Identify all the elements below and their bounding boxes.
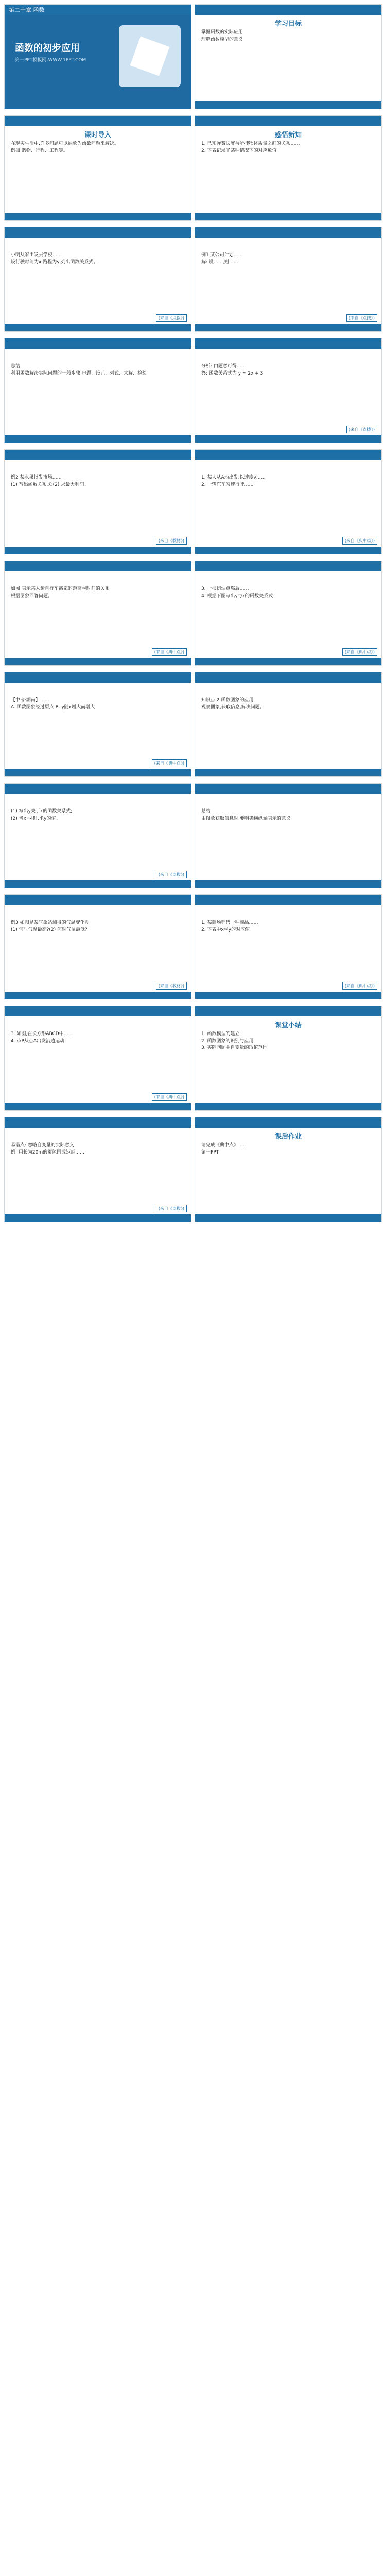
slide-line: 理解函数模型的意义: [201, 37, 243, 42]
slide-title: 课堂小结: [274, 1022, 302, 1029]
slide-3: [195, 115, 382, 221]
slide-line: (1) 写出函数关系式;(2) 求最大利润。: [11, 482, 89, 487]
slide-body: [11, 141, 185, 210]
slide-line: 2. 函数图象的识别与应用: [201, 1038, 254, 1044]
slide-bottombar: [195, 435, 381, 443]
slide-line: 根据图象回答问题。: [11, 593, 53, 599]
slide-title: 感悟新知: [274, 131, 302, 139]
source-note: (来自《点拨》): [156, 1205, 187, 1212]
slide-6: [4, 338, 191, 443]
slide-topbar: [195, 784, 381, 794]
slide-body: [11, 920, 185, 989]
slide-13: [195, 672, 382, 777]
cover-topbar: [5, 5, 191, 15]
slide-line: 分析: 由题意可得……: [201, 364, 246, 369]
slide-title: 课时导入: [84, 131, 111, 139]
slide-bottombar: [5, 769, 191, 776]
slide-4: [4, 227, 191, 332]
source-note: (来自《典中点》): [342, 648, 377, 656]
slide-line: 利用函数解决实际问题的一般步骤:审题、设元、列式、求解、检验。: [11, 370, 152, 376]
slide-9: [195, 449, 382, 554]
slide-line: 知识点 2 函数图象的应用: [201, 698, 254, 703]
cover-subtitle: 第一PPT模板网-WWW.1PPT.COM: [15, 58, 86, 63]
slide-line: 答: 函数关系式为 y = 2x + 3: [201, 370, 264, 376]
slide-bottombar: [5, 658, 191, 665]
slide-bottombar: [5, 992, 191, 999]
slide-line: 掌握函数的实际应用: [201, 30, 243, 35]
slide-topbar: [195, 450, 381, 460]
slide-body: [11, 586, 185, 655]
slide-line: 例1 某公司计划……: [201, 252, 243, 258]
slide-topbar: [5, 784, 191, 794]
slide-body: [201, 252, 375, 321]
slide-2: [4, 115, 191, 221]
slide-line: 4. 点P从点A出发沿边运动: [11, 1038, 65, 1044]
slide-10: [4, 561, 191, 666]
slide-topbar: [195, 1006, 381, 1016]
slide-8: [4, 449, 191, 554]
slide-topbar: [5, 338, 191, 349]
slide-topbar: [195, 116, 381, 126]
slide-line: (1) 写出y关于x的函数关系式;: [11, 809, 73, 814]
slide-line: 例3 如图是某气象站测得的气温变化图: [11, 920, 90, 925]
slide-12: [4, 672, 191, 777]
slide-line: A. 函数图象经过原点 B. y随x增大而增大: [11, 704, 95, 710]
slide-topbar: [195, 672, 381, 683]
slide-1: [195, 4, 382, 109]
slide-21: [195, 1117, 382, 1222]
slide-topbar: [195, 561, 381, 571]
slide-line: 总结: [11, 364, 21, 369]
slide-topbar: [5, 116, 191, 126]
slide-line: 小明从家出发去学校……: [11, 252, 62, 258]
slide-topbar: [195, 227, 381, 238]
slide-line: 如图,表示某人骑自行车离家的距离与时间的关系。: [11, 586, 114, 591]
source-note: (来自《点拨》): [156, 314, 187, 322]
slide-17: [195, 894, 382, 999]
slide-bottombar: [195, 769, 381, 776]
slide-line: 例如:购物、行程、工程等。: [11, 148, 68, 154]
slide-bottombar: [5, 880, 191, 888]
slide-line: 例2 某水果批发市场……: [11, 475, 62, 480]
slide-body: [201, 586, 375, 655]
cover-top-tag: 第二十章 函数: [9, 7, 45, 13]
slide-18: [4, 1006, 191, 1111]
slide-body: [201, 1142, 375, 1211]
slide-topbar: [5, 561, 191, 571]
slide-body: [201, 29, 375, 98]
slide-19: [195, 1006, 382, 1111]
slide-bottombar: [5, 213, 191, 220]
slide-body: [11, 697, 185, 766]
slide-topbar: [195, 895, 381, 905]
source-note: (来自《典中点》): [152, 759, 187, 767]
source-note: (来自《教材》): [156, 537, 187, 545]
slide-body: [11, 474, 185, 544]
slide-line: 4. 根据下图写出y与x的函数关系式: [201, 593, 273, 599]
slide-body: [201, 1031, 375, 1100]
slide-15: [195, 783, 382, 888]
source-note: (来自《典中点》): [342, 982, 377, 990]
slide-line: 1. 已知弹簧长度与所挂物体质量之间的关系……: [201, 141, 300, 146]
slide-line: 请完成《典中点》……: [201, 1143, 248, 1148]
cover-slide: [4, 4, 191, 109]
slide-bottombar: [195, 547, 381, 554]
slide-bottombar: [195, 880, 381, 888]
slide-line: 2. 下表记录了某种情况下的对应数值: [201, 148, 277, 154]
slide-7: [195, 338, 382, 443]
slide-11: [195, 561, 382, 666]
slide-bottombar: [195, 101, 381, 109]
slide-body: [11, 808, 185, 877]
slide-topbar: [195, 338, 381, 349]
slide-bottombar: [5, 435, 191, 443]
slide-line: 2. 一辆汽车匀速行驶……: [201, 482, 254, 487]
slide-topbar: [5, 227, 191, 238]
slide-line: 易错点: 忽略自变量的实际意义: [11, 1143, 74, 1148]
slide-bottombar: [195, 1214, 381, 1222]
slide-14: [4, 783, 191, 888]
slide-body: [11, 1031, 185, 1100]
slide-topbar: [5, 1117, 191, 1128]
slide-body: [201, 363, 375, 432]
slide-line: 解: 设……,则……: [201, 259, 238, 265]
slide-bottombar: [5, 1103, 191, 1110]
slide-bottombar: [195, 324, 381, 331]
slide-title: 课后作业: [274, 1133, 302, 1141]
slide-line: 3. 如图,在长方形ABCD中……: [11, 1031, 73, 1037]
slide-line: 3. 一根蜡烛点燃后……: [201, 586, 249, 591]
slide-bottombar: [195, 1103, 381, 1110]
slide-line: 例: 用长为20m的篱笆围成矩形……: [11, 1149, 85, 1155]
slide-line: 1. 某人从A地出发,以速度v……: [201, 475, 266, 480]
slide-body: [201, 474, 375, 544]
source-note: (来自《典中点》): [152, 648, 187, 656]
slide-body: [11, 252, 185, 321]
slide-bottombar: [5, 324, 191, 331]
slide-topbar: [5, 895, 191, 905]
slide-topbar: [5, 672, 191, 683]
source-note: (来自《点拨》): [156, 871, 187, 878]
slide-line: 1. 函数模型的建立: [201, 1031, 240, 1037]
slide-16: [4, 894, 191, 999]
slide-bottombar: [195, 658, 381, 665]
source-note: (来自《点拨》): [346, 314, 377, 322]
slide-topbar: [195, 1117, 381, 1128]
slide-line: 第一PPT: [201, 1149, 219, 1155]
slide-line: 观察图象,获取信息,解决问题。: [201, 704, 265, 710]
slide-body: [11, 1142, 185, 1211]
slide-topbar: [5, 450, 191, 460]
slide-line: 由图象获取信息时,要明确横纵轴表示的意义。: [201, 816, 295, 821]
slide-line: 总结: [201, 809, 211, 814]
slide-bottombar: [5, 1214, 191, 1222]
slide-line: 1. 某商场销售一种商品……: [201, 920, 258, 925]
slide-bottombar: [195, 213, 381, 220]
slide-body: [201, 808, 375, 877]
cover-title: 函数的初步应用: [15, 43, 80, 54]
slide-line: (2) 当x=4时,求y的值。: [11, 816, 61, 821]
source-note: (来自《点拨》): [346, 426, 377, 433]
slide-bottombar: [195, 992, 381, 999]
source-note: (来自《典中点》): [152, 1093, 187, 1101]
slide-5: [195, 227, 382, 332]
slide-bottombar: [5, 547, 191, 554]
slide-line: 在现实生活中,许多问题可以抽象为函数问题来解决。: [11, 141, 119, 146]
slide-body: [11, 363, 185, 432]
slide-body: [201, 141, 375, 210]
slide-topbar: [5, 1006, 191, 1016]
slide-topbar: [195, 5, 381, 15]
slide-title: 学习目标: [274, 20, 302, 28]
slide-body: [201, 697, 375, 766]
slide-line: 3. 实际问题中自变量的取值范围: [201, 1045, 268, 1050]
source-note: (来自《典中点》): [342, 537, 377, 545]
slide-line: 2. 下表中x与y的对应值: [201, 927, 250, 933]
slide-line: 设行驶时间为x,路程为y,列出函数关系式。: [11, 259, 98, 265]
slide-20: [4, 1117, 191, 1222]
slide-line: (1) 何时气温最高?(2) 何时气温最低?: [11, 927, 87, 933]
slide-body: [201, 920, 375, 989]
source-note: (来自《教材》): [156, 982, 187, 990]
slide-line: 【中考·湖南】……: [11, 698, 49, 703]
